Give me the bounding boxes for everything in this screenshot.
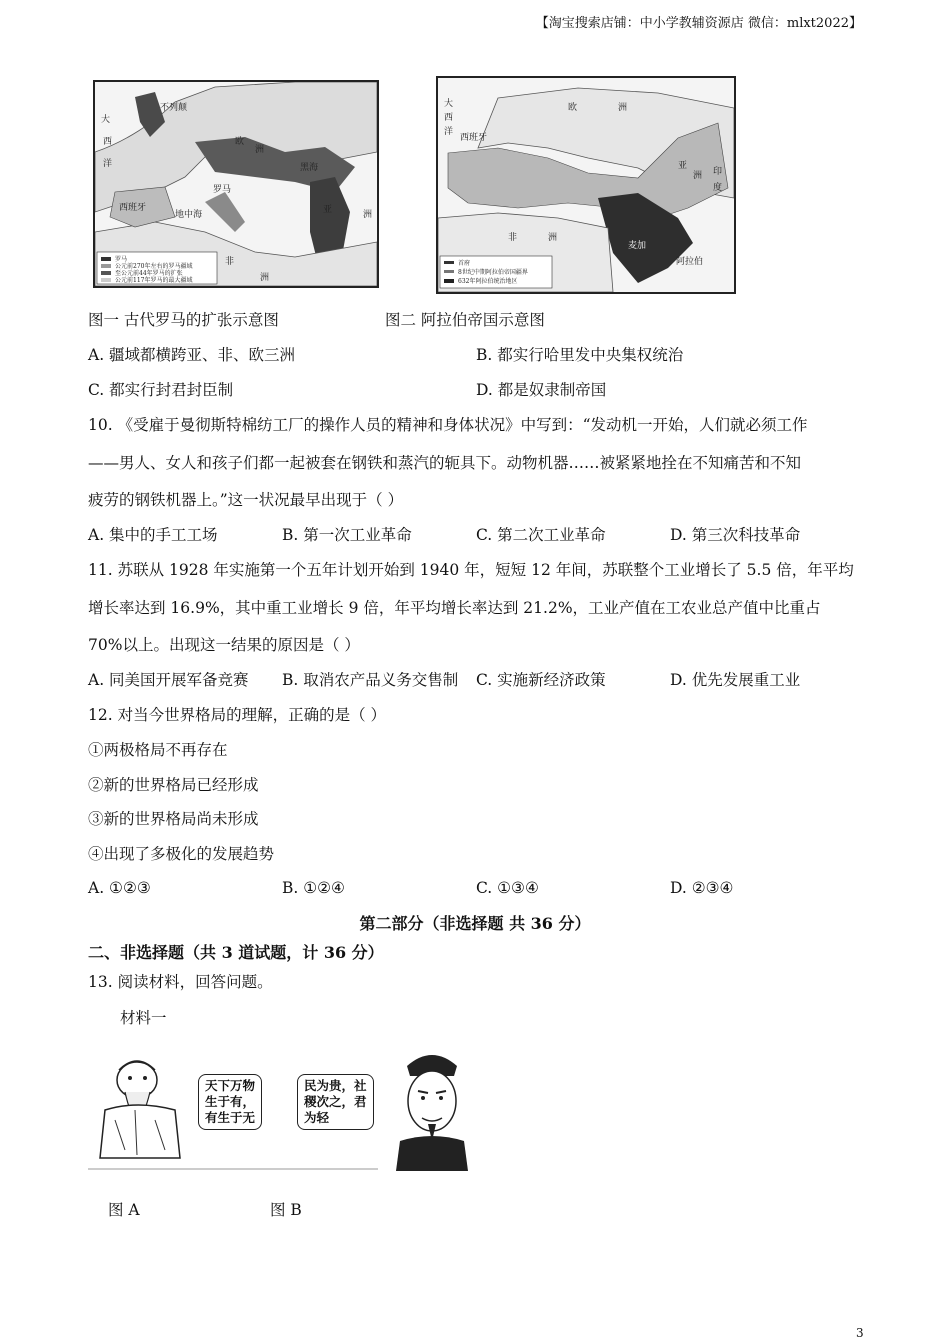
map2-label-ya: 亚 [678,161,688,171]
map2-label-zhou: 洲 [618,103,628,113]
q11-line1: 11. 苏联从 1928 年实施第一个五年计划开始到 1940 年，短短 12 年间，苏联整个工业增长了 5.5 倍，年平均 [88,561,854,579]
roman-expansion-map [93,80,379,288]
map1-label-ou: 欧 [235,137,245,147]
map1-label-zhou2: 洲 [260,273,270,283]
q12-statement-4: ④出现了多极化的发展趋势 [88,845,275,863]
figure-b-caption: 图 B [270,1201,302,1219]
figure-b-mencius-illustration [392,1046,472,1171]
q10-option-b: B. 第一次工业革命 [282,526,412,544]
q12-statement-1: ①两极格局不再存在 [88,741,228,759]
q13-stem: 13. 阅读材料，回答问题。 [88,973,273,991]
q11-option-c: C. 实施新经济政策 [476,671,606,689]
map1-label-ya: 亚 [323,205,333,215]
material1-label: 材料一 [120,1009,167,1027]
bubble-a-line2: 生于有， [205,1094,256,1109]
map2-label-ou: 欧 [568,103,578,113]
page-header: 【淘宝搜索店铺：中小学教辅资源店 微信：mlxt2022】 [535,16,862,31]
map1-label-yang: 洋 [103,159,113,169]
map2-label-zhou3: 洲 [548,233,558,243]
figure-a-caption: 图 A [108,1201,140,1219]
map2-legend-1: 首府 [458,260,471,267]
q11-option-a: A. 同美国开展军备竞赛 [88,671,249,689]
map2-label-zhou2: 洲 [693,171,703,181]
map1-label-xi: 西 [103,137,113,147]
map1-label-da: 大 [101,115,111,125]
map1-label-med: 地中海 [175,210,203,220]
map1-legend-2: 公元前270年左右的罗马疆域 [115,263,193,270]
page-number: 3 [856,1326,864,1340]
q10-option-c: C. 第二次工业革命 [476,526,606,544]
q9-option-b: B. 都实行哈里发中央集权统治 [476,346,684,364]
arab-empire-map [436,76,736,294]
q9-option-c: C. 都实行封君封臣制 [88,381,234,399]
map2-label-da: 大 [444,99,454,109]
map1-label-zhou: 洲 [255,145,265,155]
q12-option-d: D. ②③④ [670,879,734,897]
bubble-a-line3: 有生于无 [205,1110,256,1125]
map1-label-spain: 西班牙 [119,203,147,213]
speech-bubble-a [198,1074,262,1130]
q12-option-a: A. ①②③ [88,879,151,897]
q10-line1: 10. 《受雇于曼彻斯特棉纺工厂的操作人员的精神和身体状况》中写到：“发动机一开始，人们就必须工作 [88,416,808,434]
map1-label-britain: 不列颠 [160,103,188,113]
q12-option-c: C. ①③④ [476,879,539,897]
q9-option-d: D. 都是奴隶制帝国 [476,381,607,399]
roman-map-graphic [95,82,377,286]
bubble-b-line3: 为轻 [304,1110,330,1125]
q10-option-a: A. 集中的手工工场 [88,526,218,544]
q11-line3: 70%以上。出现这一结果的原因是（ ） [88,636,360,654]
map1-legend-4: 公元前117年罗马的最大疆域 [115,277,193,284]
q10-line3: 疲劳的钢铁机器上。”这一状况最早出现于（ ） [88,491,404,509]
q11-option-d: D. 优先发展重工业 [670,671,801,689]
speech-bubble-b [297,1074,374,1130]
map2-label-yin: 印 [713,167,723,177]
map2-label-xi: 西 [444,113,454,123]
map2-legend-2: 8世纪中期阿拉伯帝国疆界 [458,269,528,276]
map1-legend-1: 罗马 [115,256,128,263]
laozi-drawing [95,1050,185,1160]
figure1-caption: 图一 古代罗马的扩张示意图 [88,311,279,329]
bubble-b-line2: 稷次之，君 [304,1094,367,1109]
q11-option-b: B. 取消农产品义务交售制 [282,671,459,689]
map2-label-arab: 阿拉伯 [676,257,704,267]
q11-line2: 增长率达到 16.9%，其中重工业增长 9 倍，年平均增长率达到 21.2%，工业产值在工农业总产值中比重占 [88,599,821,617]
map2-label-du: 度 [713,183,723,193]
figure2-caption: 图二 阿拉伯帝国示意图 [385,311,545,329]
q10-line2: ——男人、女人和孩子们都一起被套在钢铁和蒸汽的轭具下。动物机器……被紧紧地拴在不知痛苦和不知 [88,454,802,472]
section2-title: 二、非选择题（共 3 道试题，计 36 分） [88,943,384,962]
map2-label-fei: 非 [508,233,518,243]
map1-label-fei: 非 [225,257,235,267]
q9-option-a: A. 疆域都横跨亚、非、欧三洲 [88,346,296,364]
map2-label-mecca: 麦加 [628,241,647,251]
bubble-b-line1: 民为贵，社 [304,1078,367,1093]
figure-divider [88,1168,378,1170]
map1-label-blacksea: 黑海 [300,163,319,173]
map2-legend-3: 632年阿拉伯统治地区 [458,278,518,285]
map2-label-spain: 西班牙 [460,133,488,143]
figure-a-laozi-illustration [95,1050,185,1160]
map1-legend-3: 至公元前44年罗马的扩张 [115,270,183,277]
map1-label-rome: 罗马 [213,185,232,195]
q10-option-d: D. 第三次科技革命 [670,526,801,544]
q12-option-b: B. ①②④ [282,879,345,897]
map1-label-zhou3: 洲 [363,210,373,220]
q12-statement-2: ②新的世界格局已经形成 [88,776,259,794]
bubble-a-line1: 天下万物 [205,1078,256,1093]
part2-title: 第二部分（非选择题 共 36 分） [359,914,591,933]
q12-stem: 12. 对当今世界格局的理解，正确的是（ ） [88,706,387,724]
q12-statement-3: ③新的世界格局尚未形成 [88,810,259,828]
mencius-drawing [392,1046,472,1171]
map2-label-yang: 洋 [444,127,454,137]
